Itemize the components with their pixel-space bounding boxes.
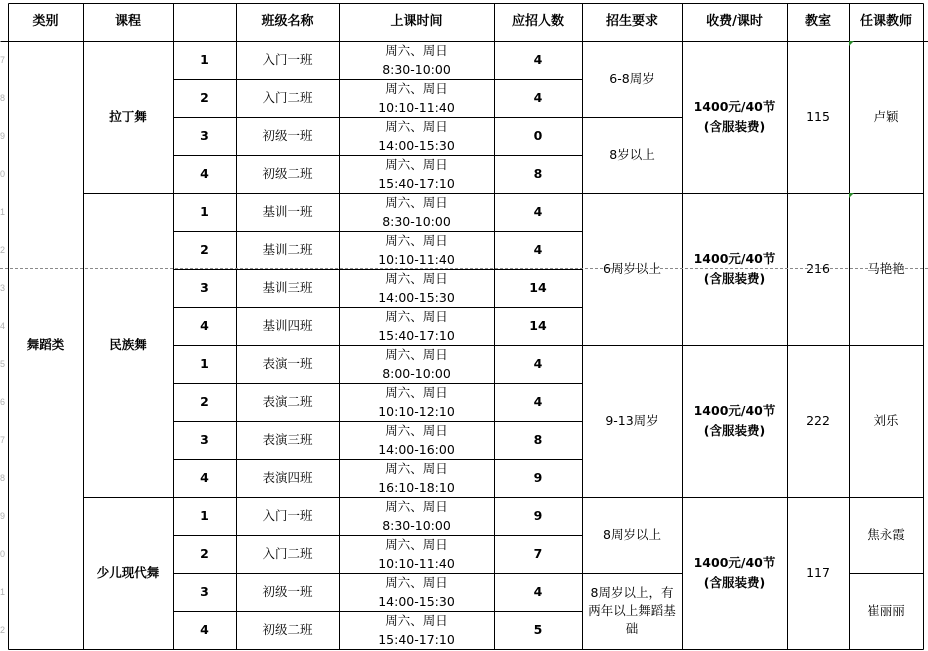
quota[interactable]: 8 [533,166,543,181]
requirement-folk-basic[interactable]: 6周岁以上 [603,261,661,276]
quota[interactable]: 4 [533,242,543,257]
class-time[interactable]: 周六、周日 16:10-18:10 [378,461,455,495]
class-name[interactable]: 基训三班 [262,280,313,295]
course-modern[interactable]: 少儿现代舞 [96,565,160,580]
class-time[interactable]: 周六、周日 10:10-11:40 [378,233,455,267]
class-name[interactable]: 初级一班 [262,584,313,599]
class-time[interactable]: 周六、周日 10:10-11:40 [378,537,455,571]
room-folk-perf[interactable]: 222 [806,413,830,428]
row-header-number[interactable]: 3 [0,283,6,293]
quota[interactable]: 4 [533,394,543,409]
class-time[interactable]: 周六、周日 14:00-15:30 [378,119,455,153]
class-name[interactable]: 基训四班 [262,318,313,333]
requirement-latin-a[interactable]: 6-8周岁 [609,71,655,86]
comment-marker-header [849,41,854,46]
quota[interactable]: 7 [533,546,543,561]
class-time[interactable]: 周六、周日 15:40-17:10 [378,613,455,647]
quota[interactable]: 5 [533,622,543,637]
row-header-number[interactable]: 4 [0,321,6,331]
course-folk[interactable]: 民族舞 [109,337,147,352]
row-number[interactable]: 4 [200,318,209,333]
header-room[interactable]: 教室 [804,14,831,29]
class-time[interactable]: 周六、周日 10:10-12:10 [378,385,455,419]
header-fee[interactable]: 收费/课时 [706,14,763,29]
class-name[interactable]: 基训一班 [262,204,313,219]
header-course[interactable]: 课程 [114,14,141,29]
requirement-latin-b[interactable]: 8岁以上 [609,147,655,162]
quota[interactable]: 4 [533,52,543,67]
quota[interactable]: 14 [529,280,547,295]
class-name[interactable]: 表演一班 [262,356,313,371]
requirement-modern-a[interactable]: 8周岁以上 [603,527,661,542]
teacher-modern-b[interactable]: 崔丽丽 [867,603,905,618]
row-header-number[interactable]: 9 [0,131,6,141]
class-time[interactable]: 周六、周日 14:00-15:30 [378,575,455,609]
row-number[interactable]: 2 [200,394,209,409]
class-name[interactable]: 初级二班 [262,622,313,637]
row-number[interactable]: 2 [200,242,209,257]
class-time[interactable]: 周六、周日 8:30-10:00 [382,499,451,533]
row-number[interactable]: 2 [200,546,209,561]
class-name[interactable]: 初级二班 [262,166,313,181]
header-teacher[interactable]: 任课教师 [859,14,912,29]
comment-marker-latin [849,193,854,198]
teacher-modern-a[interactable]: 焦永霞 [867,527,905,542]
class-time[interactable]: 周六、周日 8:30-10:00 [382,195,451,229]
row-header-number[interactable]: 1 [0,587,6,597]
room-latin[interactable]: 115 [806,109,830,124]
requirement-modern-b[interactable]: 8周岁以上，有两年以上舞蹈基础 [588,585,676,636]
row-header-number[interactable]: 8 [0,93,6,103]
row-number[interactable]: 2 [200,90,209,105]
class-time[interactable]: 周六、周日 14:00-16:00 [378,423,455,457]
row-header-number[interactable]: 2 [0,245,6,255]
header-time[interactable]: 上课时间 [390,14,443,29]
row-number[interactable]: 3 [200,432,209,447]
row-header-number[interactable]: 7 [0,55,6,65]
quota[interactable]: 9 [533,470,543,485]
class-name[interactable]: 表演四班 [262,470,313,485]
room-modern[interactable]: 117 [806,565,830,580]
class-name[interactable]: 表演二班 [262,394,313,409]
class-time[interactable]: 周六、周日 8:00-10:00 [382,347,451,381]
quota[interactable]: 8 [533,432,543,447]
row-header-number[interactable]: 5 [0,359,6,369]
class-time[interactable]: 周六、周日 8:30-10:00 [382,43,451,77]
row-header-number[interactable]: 6 [0,397,6,407]
header-quota[interactable]: 应招人数 [511,14,564,29]
class-time[interactable]: 周六、周日 10:10-11:40 [378,81,455,115]
row-header-number[interactable]: 0 [0,169,6,179]
class-name[interactable]: 入门一班 [262,508,313,523]
row-header-number[interactable]: 1 [0,207,6,217]
class-time[interactable]: 周六、周日 15:40-17:10 [378,309,455,343]
quota[interactable]: 4 [533,204,543,219]
teacher-folk-basic[interactable]: 马艳艳 [867,261,905,276]
row-number[interactable]: 3 [200,128,209,143]
class-name[interactable]: 入门二班 [262,546,313,561]
class-time[interactable]: 周六、周日 15:40-17:10 [378,157,455,191]
header-category[interactable]: 类别 [32,14,59,29]
fee-latin[interactable]: 1400元/40节 (含服装费) [693,99,776,134]
row-header-number[interactable]: 8 [0,473,6,483]
quota[interactable]: 4 [533,90,543,105]
row-number[interactable]: 4 [200,470,209,485]
fee-folk-perf[interactable]: 1400元/40节 (含服装费) [693,403,776,438]
header-class-name[interactable]: 班级名称 [261,14,314,29]
category-cell[interactable]: 舞蹈类 [26,337,65,352]
row-header-number[interactable]: 9 [0,511,6,521]
row-number[interactable]: 1 [200,508,209,523]
class-name[interactable]: 表演三班 [262,432,313,447]
class-time[interactable]: 周六、周日 14:00-15:30 [378,271,455,305]
quota[interactable]: 9 [533,508,543,523]
row-number[interactable]: 1 [200,204,209,219]
header-requirement[interactable]: 招生要求 [605,14,658,29]
row-number[interactable]: 4 [200,622,209,637]
row-header-number[interactable]: 2 [0,625,6,635]
quota[interactable]: 4 [533,584,543,599]
row-number[interactable]: 1 [200,52,209,67]
row-header-number[interactable]: 7 [0,435,6,445]
quota[interactable]: 4 [533,356,543,371]
row-number[interactable]: 4 [200,166,209,181]
course-latin[interactable]: 拉丁舞 [109,109,147,124]
teacher-latin[interactable]: 卢颖 [873,109,899,124]
class-name[interactable]: 入门一班 [262,52,313,67]
row-number[interactable]: 1 [200,356,209,371]
row-number[interactable]: 3 [200,280,209,295]
quota[interactable]: 14 [529,318,547,333]
class-name[interactable]: 基训二班 [262,242,313,257]
class-name[interactable]: 入门二班 [262,90,313,105]
requirement-folk-perf[interactable]: 9-13周岁 [605,413,659,428]
row-number[interactable]: 3 [200,584,209,599]
fee-modern[interactable]: 1400元/40节 (含服装费) [693,555,776,590]
quota[interactable]: 0 [533,128,543,143]
class-name[interactable]: 初级一班 [262,128,313,143]
teacher-folk-perf[interactable]: 刘乐 [873,413,899,428]
row-header-number[interactable]: 0 [0,549,6,559]
fee-folk-basic[interactable]: 1400元/40节 (含服装费) [693,251,776,286]
room-folk-basic[interactable]: 216 [806,261,830,276]
